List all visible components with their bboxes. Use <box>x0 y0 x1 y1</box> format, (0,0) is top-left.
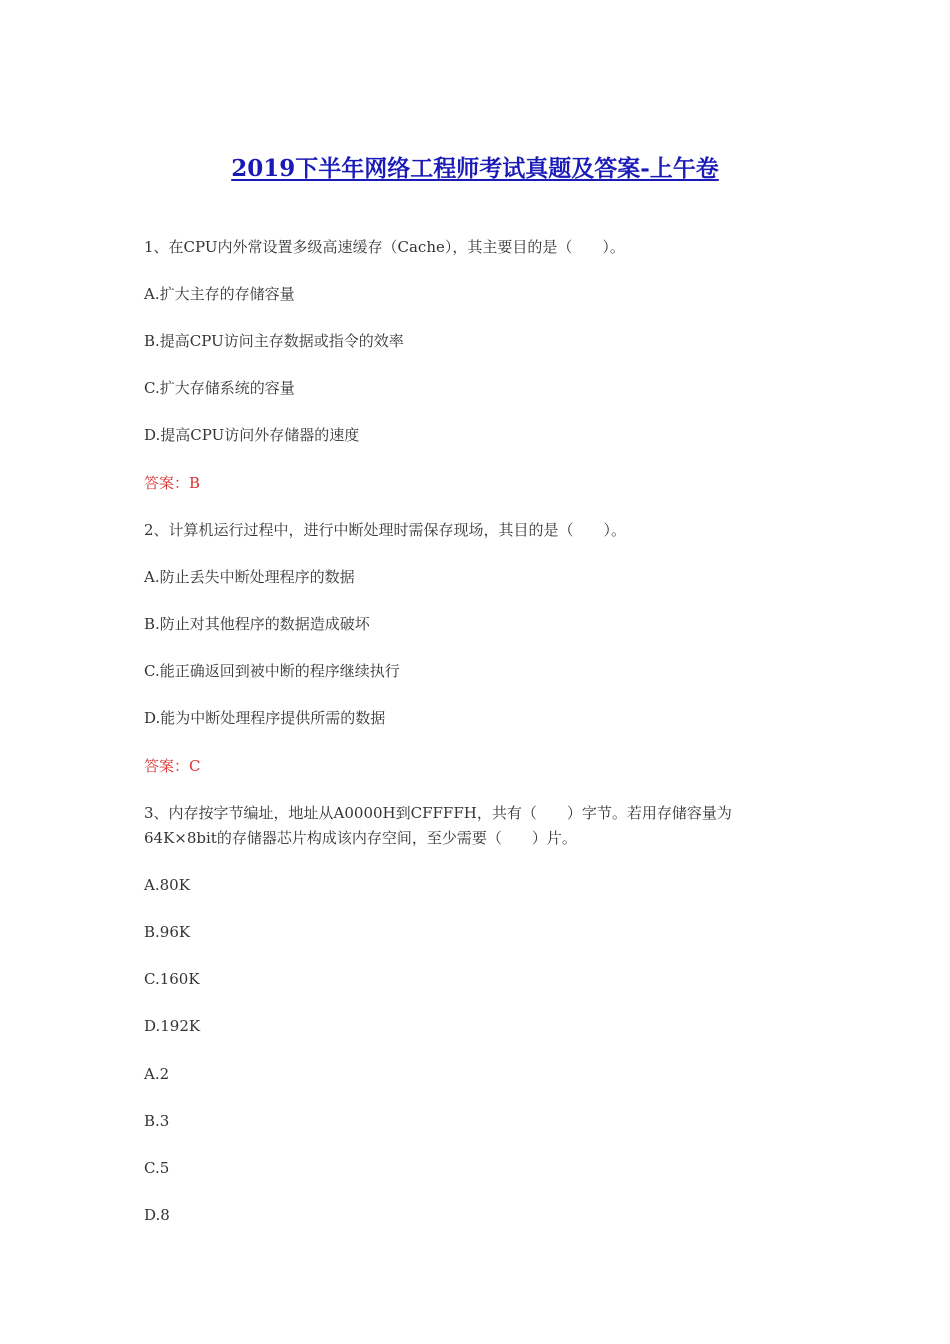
question-1-answer: 答案：B <box>144 474 201 492</box>
question-2-answer: 答案：C <box>144 757 201 775</box>
question-1-option-d: D.提高CPU访问外存储器的速度 <box>144 426 360 444</box>
question-1-option-b: B.提高CPU访问主存数据或指令的效率 <box>144 332 404 350</box>
question-3-option-b-1: B.96K <box>144 923 191 941</box>
question-1-option-c: C.扩大存储系统的容量 <box>144 379 295 397</box>
question-1-option-a: A.扩大主存的存储容量 <box>144 285 295 303</box>
document-title[interactable]: 2019下半年网络工程师考试真题及答案-上午卷 <box>231 155 719 182</box>
question-3-option-c-1: C.160K <box>144 970 200 988</box>
question-3-option-d-1: D.192K <box>144 1017 201 1035</box>
question-1-stem: 1、在CPU内外常设置多级高速缓存（Cache），其主要目的是（ ）。 <box>144 238 625 256</box>
question-3-option-a-2: A.2 <box>144 1065 170 1083</box>
question-3-stem-line-2: 64K×8bit的存储器芯片构成该内存空间，至少需要（ ）片。 <box>144 829 577 847</box>
question-3-option-d-2: D.8 <box>144 1206 170 1224</box>
question-3-option-c-2: C.5 <box>144 1159 170 1177</box>
question-2-option-d: D.能为中断处理程序提供所需的数据 <box>144 709 386 727</box>
question-2-stem: 2、计算机运行过程中，进行中断处理时需保存现场，其目的是（ ）。 <box>144 521 627 539</box>
question-3-option-b-2: B.3 <box>144 1112 170 1130</box>
question-2-option-a: A.防止丢失中断处理程序的数据 <box>144 568 355 586</box>
question-3-option-a-1: A.80K <box>144 876 190 894</box>
question-2-option-b: B.防止对其他程序的数据造成破坏 <box>144 615 370 633</box>
question-3-stem-line-1: 3、内存按字节编址，地址从A0000H到CFFFFH，共有（ ）字节。若用存储容量为 <box>144 804 732 822</box>
question-2-option-c: C.能正确返回到被中断的程序继续执行 <box>144 662 400 680</box>
